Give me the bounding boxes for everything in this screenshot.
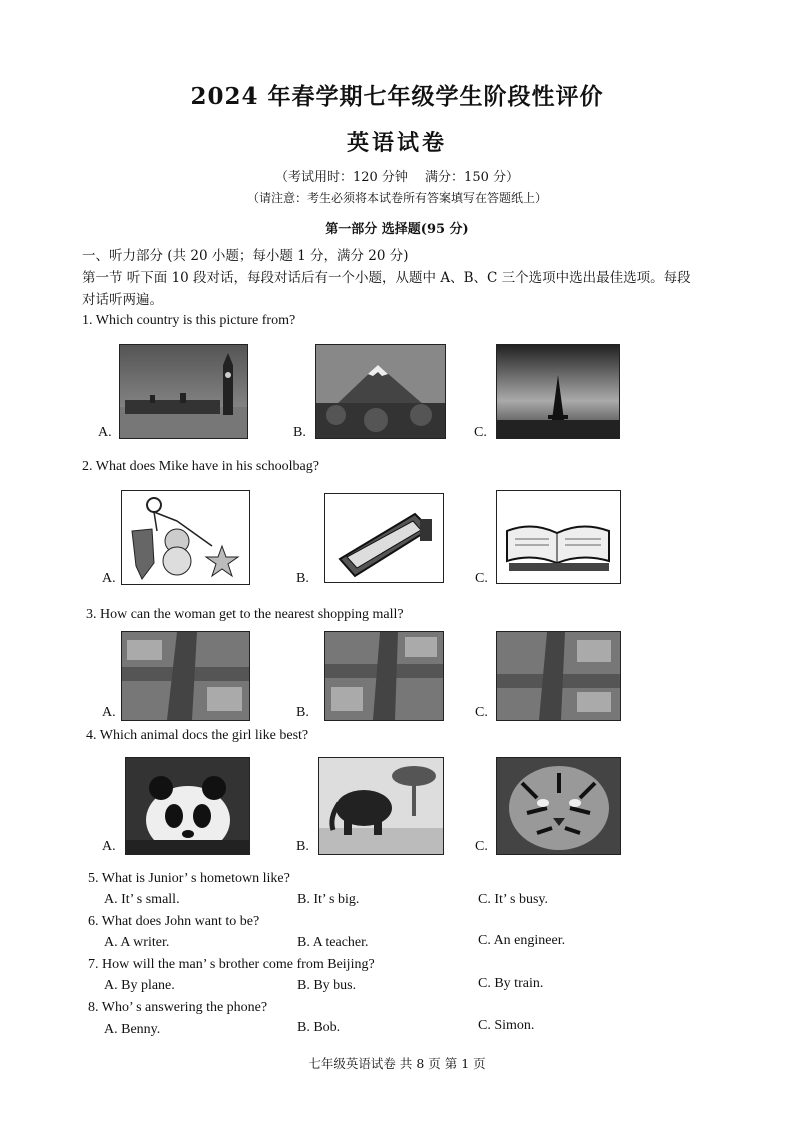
q6-option-c: C. An engineer.: [478, 933, 566, 948]
question-4: 4. Which animal docs the girl like best?: [86, 728, 309, 743]
q3-option-a-label: A.: [102, 705, 116, 720]
keychain-image: [121, 490, 250, 585]
open-book-image: [496, 490, 621, 584]
q7-option-b: B. By bus.: [297, 978, 357, 993]
exam-subtitle: 英语试卷: [346, 130, 447, 156]
question-7: 7. How will the man’ s brother come from Beijing?: [88, 957, 375, 972]
pencil-case-image: [324, 493, 444, 583]
panda-image: [125, 757, 250, 855]
exam-title: 2024 年春学期七年级学生阶段性评价: [190, 83, 604, 110]
q3-option-c-label: C.: [475, 705, 488, 720]
question-5: 5. What is Junior’ s hometown like?: [88, 871, 290, 886]
q4-option-c-label: C.: [475, 839, 488, 854]
q1-option-b-label: B.: [293, 425, 306, 440]
section-instruction-line2: 对话听两遍。: [82, 292, 163, 308]
map-route-a-image: [121, 631, 250, 721]
q5-option-b: B. It’ s big.: [297, 892, 360, 907]
tiger-image: [496, 757, 621, 855]
q6-option-a: A. A writer.: [104, 935, 170, 950]
section-instruction-line1: 第一节 听下面 10 段对话，每段对话后有一个小题，从题中 A、B、C 三个选项中选出最佳选项。每段: [82, 270, 691, 286]
part-title: 第一部分 选择题(95 分): [325, 222, 469, 237]
exam-info: （考试用时：120 分钟 满分：150 分）: [274, 170, 520, 185]
london-big-ben-image: [119, 344, 248, 439]
q5-option-c: C. It’ s busy.: [478, 892, 548, 907]
q2-option-c-label: C.: [475, 571, 488, 586]
question-1: 1. Which country is this picture from?: [82, 313, 296, 328]
exam-notice: （请注意：考生必须将本试卷所有答案填写在答题纸上）: [246, 191, 547, 205]
q2-option-b-label: B.: [296, 571, 309, 586]
q8-option-c: C. Simon.: [478, 1018, 535, 1033]
q4-option-a-label: A.: [102, 839, 116, 854]
section-heading: 一、听力部分 (共 20 小题；每小题 1 分，满分 20 分): [82, 248, 409, 264]
question-6: 6. What does John want to be?: [88, 914, 260, 929]
q3-option-b-label: B.: [296, 705, 309, 720]
q1-option-c-label: C.: [474, 425, 487, 440]
question-2: 2. What does Mike have in his schoolbag?: [82, 459, 319, 474]
question-3: 3. How can the woman get to the nearest shopping mall?: [86, 607, 404, 622]
question-8: 8. Who’ s answering the phone?: [88, 1000, 268, 1015]
q7-option-a: A. By plane.: [104, 978, 175, 993]
map-route-c-image: [496, 631, 621, 721]
q1-option-a-label: A.: [98, 425, 112, 440]
mount-fuji-image: [315, 344, 446, 439]
q6-option-b: B. A teacher.: [297, 935, 369, 950]
page-footer: 七年级英语试卷 共 8 页 第 1 页: [308, 1056, 486, 1071]
map-route-b-image: [324, 631, 444, 721]
eiffel-tower-image: [496, 344, 620, 439]
q7-option-c: C. By train.: [478, 976, 544, 991]
q5-option-a: A. It’ s small.: [104, 892, 180, 907]
q8-option-b: B. Bob.: [297, 1020, 341, 1035]
q2-option-a-label: A.: [102, 571, 116, 586]
elephant-image: [318, 757, 444, 855]
q8-option-a: A. Benny.: [104, 1022, 161, 1037]
q4-option-b-label: B.: [296, 839, 309, 854]
